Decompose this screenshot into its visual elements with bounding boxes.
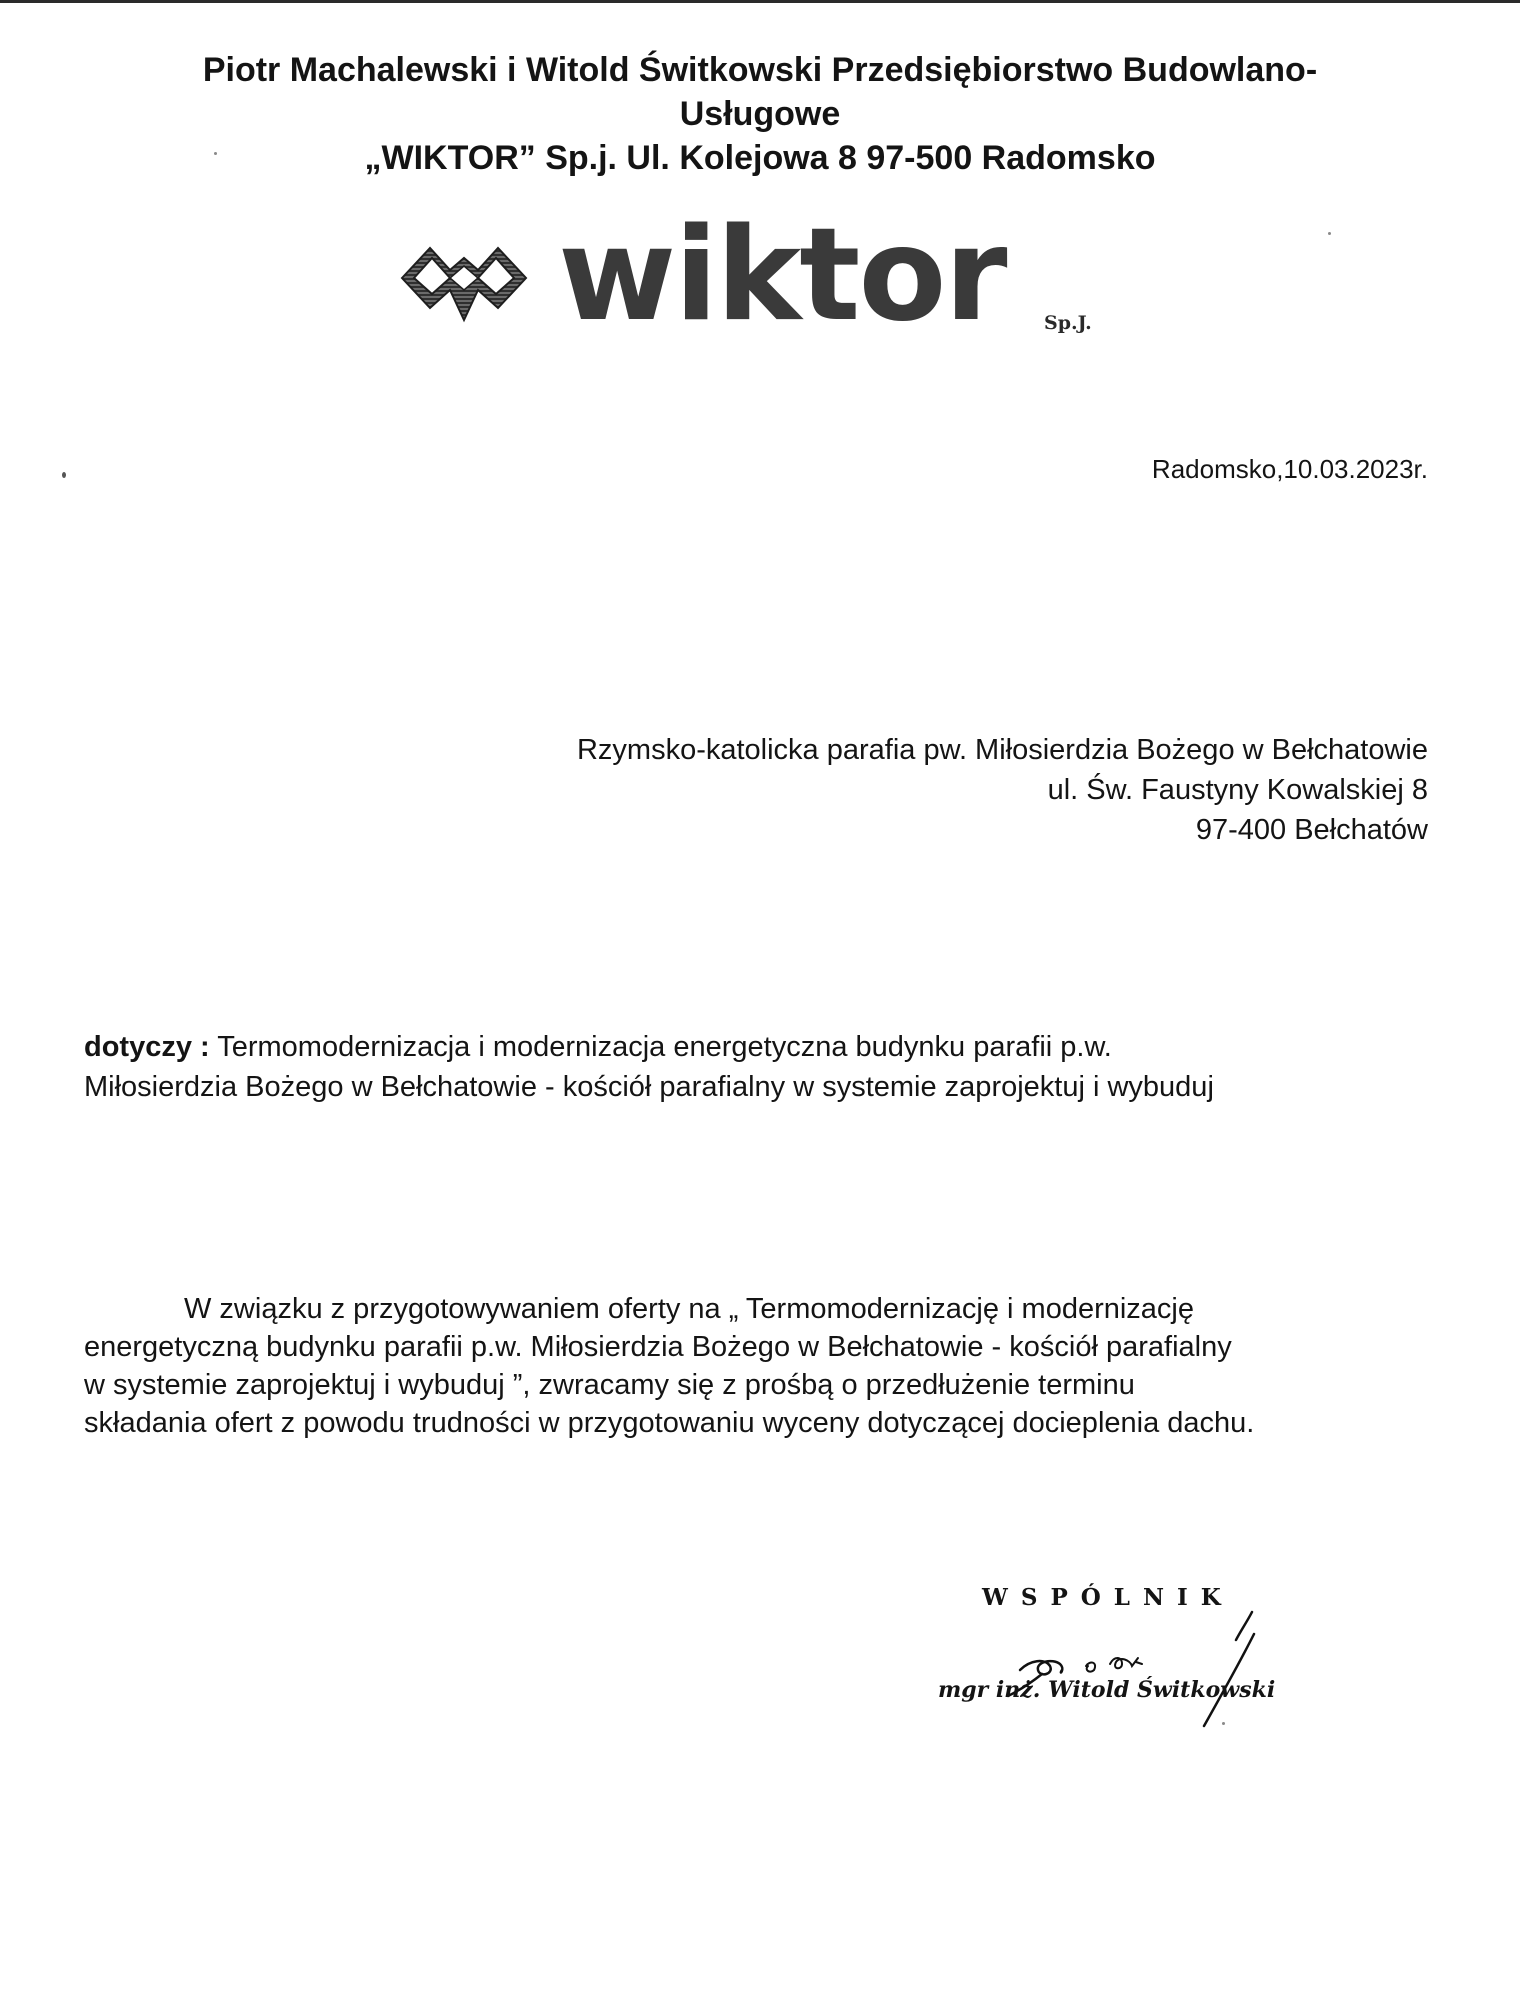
letter-date: Radomsko,10.03.2023r. — [1151, 454, 1428, 484]
subject-label: dotyczy : — [84, 1031, 210, 1063]
body-line-4: składania ofert z powodu trudności w przygotowaniu wyceny dotyczącej docieplenia dachu. — [84, 1407, 1255, 1439]
scan-speck — [1328, 232, 1331, 235]
recipient-address — [577, 730, 1428, 850]
recipient-line-1: Rzymsko-katolicka parafia pw. Miłosierdzia Bożego w Bełchatowie — [576, 734, 1428, 766]
logo-suffix: Sp.J. — [1044, 312, 1092, 334]
scan-top-edge — [0, 0, 1520, 3]
body-line-3: w systemie zaprojektuj i wybuduj ”, zwracamy się z prośbą o przedłużenie terminu — [84, 1369, 1135, 1401]
letterhead — [0, 48, 1520, 180]
recipient-line-3: 97-400 Bełchatów — [1195, 814, 1428, 846]
wiktor-diamond-logo-icon — [400, 238, 528, 330]
scan-speck — [1222, 1722, 1225, 1725]
handwritten-signature — [990, 1600, 1280, 1730]
signatory-name: mgr inż. Witold Świtkowski — [938, 1677, 1276, 1703]
letter-body — [84, 1290, 1454, 1442]
body-line-1: W związku z przygotowywaniem oferty na „ Termomodernizację i modernizację — [184, 1293, 1195, 1325]
scan-speck — [214, 152, 217, 155]
subject-text-1: Termomodernizacja i modernizacja energetyczna budynku parafii p.w. — [217, 1031, 1112, 1063]
letterhead-line-3: „WIKTOR” Sp.j. Ul. Kolejowa 8 97-500 Radomsko — [364, 139, 1156, 177]
company-logo — [400, 201, 1120, 350]
scan-speck — [62, 472, 66, 478]
subject-line-1 — [84, 1027, 1444, 1067]
recipient-line-2: ul. Św. Faustyny Kowalskiej 8 — [1047, 774, 1428, 806]
subject-block — [84, 1027, 1444, 1107]
subject-line-2: Miłosierdzia Bożego w Bełchatowie - kościół parafialny w systemie zaprojektuj i wybuduj — [84, 1071, 1214, 1103]
logo-wordmark: wiktor — [558, 201, 1006, 350]
letterhead-line-2: Usługowe — [679, 95, 841, 133]
signatory-title: WSPÓLNIK — [982, 1584, 1234, 1611]
body-line-2: energetyczną budynku parafii p.w. Miłosierdzia Bożego w Bełchatowie - kościół parafialny — [84, 1331, 1232, 1363]
letterhead-line-1: Piotr Machalewski i Witold Świtkowski Przedsiębiorstwo Budowlano- — [202, 51, 1318, 89]
